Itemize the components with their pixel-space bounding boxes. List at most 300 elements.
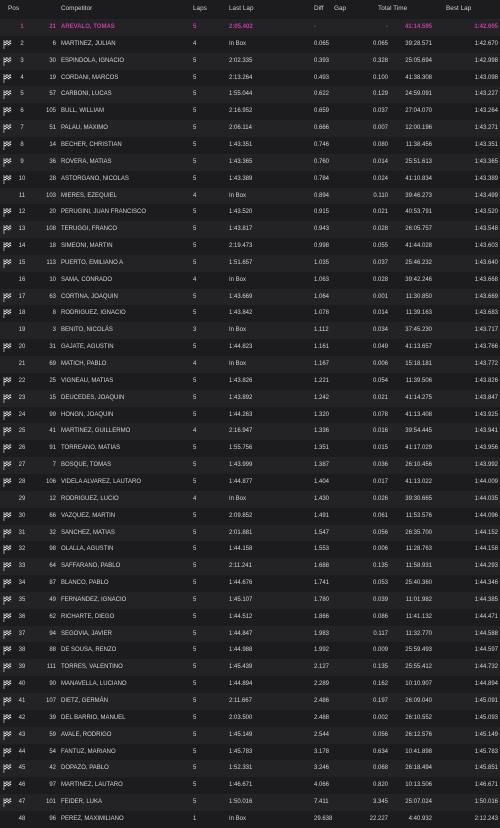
table-row[interactable] bbox=[0, 609, 500, 626]
row-number: 113 bbox=[46, 259, 56, 266]
header-diff[interactable]: Diff bbox=[314, 5, 324, 12]
checkered-flag-icon bbox=[3, 40, 12, 49]
row-gap: 0.016 bbox=[372, 428, 388, 435]
row-diff: 1.336 bbox=[314, 428, 330, 435]
row-competitor: ESPINDOLA, IGNACIO bbox=[61, 57, 125, 64]
row-gap: - bbox=[386, 24, 388, 30]
row-total-time: 10:10.907 bbox=[405, 681, 432, 688]
row-number: 107 bbox=[45, 698, 56, 704]
table-row[interactable] bbox=[0, 727, 500, 744]
row-competitor: TORREANO, MATIAS bbox=[61, 445, 121, 452]
row-best-lap: 1:43.826 bbox=[474, 377, 498, 384]
row-best-lap: 1:43.847 bbox=[474, 394, 498, 401]
row-diff: 1.064 bbox=[314, 293, 330, 300]
row-gap: 0.006 bbox=[372, 546, 388, 553]
row-gap: 0.017 bbox=[372, 478, 388, 485]
row-number: 21 bbox=[49, 24, 56, 30]
table-row[interactable] bbox=[0, 474, 500, 491]
row-gap: 0.055 bbox=[372, 243, 388, 250]
row-last-lap: 1:55.044 bbox=[229, 91, 253, 98]
row-number: 20 bbox=[49, 209, 56, 216]
table-row[interactable] bbox=[0, 103, 500, 120]
table-row[interactable] bbox=[0, 558, 500, 575]
row-last-lap: In Box bbox=[229, 815, 247, 822]
row-laps: 5 bbox=[193, 613, 197, 620]
table-row[interactable] bbox=[0, 272, 500, 289]
row-laps: 5 bbox=[193, 57, 197, 64]
row-competitor: DEL BARRIO, MANUEL bbox=[61, 714, 126, 721]
checkered-flag-icon bbox=[3, 394, 12, 403]
row-last-lap: 2:05.402 bbox=[229, 24, 253, 30]
row-number: 39 bbox=[49, 714, 56, 721]
table-row[interactable] bbox=[0, 760, 500, 777]
table-row[interactable] bbox=[0, 221, 500, 238]
row-total-time: 11:58.931 bbox=[405, 563, 432, 570]
table-row[interactable] bbox=[0, 811, 500, 828]
row-number: 15 bbox=[49, 394, 56, 401]
row-gap: 0.014 bbox=[372, 158, 388, 165]
row-diff: 1.553 bbox=[314, 546, 330, 553]
row-last-lap: 1:44.988 bbox=[229, 647, 253, 654]
row-best-lap: 1:44.732 bbox=[474, 664, 498, 671]
row-pos: 13 bbox=[18, 226, 26, 233]
row-laps: 5 bbox=[193, 344, 197, 351]
row-number: 96 bbox=[49, 815, 56, 822]
row-total-time: 41:13.408 bbox=[405, 411, 432, 418]
row-gap: 0.328 bbox=[372, 57, 388, 64]
row-best-lap: 1:43.227 bbox=[474, 91, 498, 98]
row-competitor: RODRIGUEZ, IGNACIO bbox=[61, 310, 126, 317]
row-diff: 7.411 bbox=[314, 799, 329, 806]
table-row[interactable] bbox=[0, 440, 500, 457]
row-competitor: PEREZ, MAXIMILIANO bbox=[61, 815, 124, 822]
row-last-lap: 1:44.512 bbox=[229, 613, 253, 620]
row-total-time: 25:59.493 bbox=[405, 647, 432, 654]
row-pos: 42 bbox=[18, 714, 26, 721]
checkered-flag-icon bbox=[3, 107, 12, 116]
table-row[interactable] bbox=[0, 676, 500, 693]
checkered-flag-icon bbox=[3, 411, 12, 420]
table-row[interactable] bbox=[0, 423, 500, 440]
row-diff: 2.486 bbox=[314, 698, 330, 704]
row-gap: 0.135 bbox=[372, 664, 388, 671]
row-diff: 0.760 bbox=[314, 158, 330, 165]
row-total-time: 10:41.898 bbox=[405, 748, 432, 755]
table-row[interactable] bbox=[0, 188, 500, 205]
row-competitor: ASTORGANO, NICOLAS bbox=[61, 175, 129, 182]
row-gap: 0.037 bbox=[372, 259, 388, 266]
row-total-time: 26:12.576 bbox=[405, 731, 432, 738]
table-row[interactable] bbox=[0, 575, 500, 592]
row-pos: 16 bbox=[18, 276, 26, 283]
header-laps[interactable]: Laps bbox=[193, 5, 207, 12]
header-total-time[interactable]: Total Time bbox=[378, 5, 408, 12]
row-diff: 1.992 bbox=[314, 647, 330, 654]
row-laps: 5 bbox=[193, 24, 197, 30]
row-last-lap: In Box bbox=[229, 327, 247, 334]
table-row[interactable] bbox=[0, 642, 500, 659]
row-best-lap: 1:43.992 bbox=[474, 462, 498, 469]
row-total-time: 40:53.791 bbox=[405, 209, 432, 216]
table-row[interactable] bbox=[0, 86, 500, 103]
table-row[interactable] bbox=[0, 508, 500, 525]
row-laps: 5 bbox=[193, 596, 197, 603]
row-number: 57 bbox=[49, 91, 56, 98]
row-best-lap: 1:44.597 bbox=[474, 647, 498, 654]
row-pos: 18 bbox=[18, 310, 26, 317]
table-row[interactable] bbox=[0, 322, 500, 339]
table-row[interactable] bbox=[0, 626, 500, 643]
row-gap: 0.001 bbox=[372, 293, 388, 300]
table-row[interactable] bbox=[0, 744, 500, 761]
row-competitor: VAZQUEZ, MARTIN bbox=[61, 512, 116, 519]
row-pos: 15 bbox=[18, 259, 26, 266]
checkered-flag-icon bbox=[3, 343, 12, 352]
row-gap: 0.037 bbox=[372, 108, 388, 115]
row-diff: 1.167 bbox=[314, 361, 330, 367]
table-row[interactable] bbox=[0, 693, 500, 710]
table-row[interactable] bbox=[0, 356, 500, 373]
row-laps: 5 bbox=[193, 91, 197, 98]
row-best-lap: 1:44.035 bbox=[474, 495, 498, 502]
row-best-lap: 1:43.365 bbox=[474, 158, 498, 165]
row-laps: 5 bbox=[193, 681, 197, 688]
row-laps: 1 bbox=[193, 815, 197, 822]
checkered-flag-icon bbox=[3, 141, 12, 150]
row-number: 94 bbox=[49, 630, 56, 637]
row-best-lap: 1:45.149 bbox=[474, 731, 498, 738]
row-laps: 5 bbox=[193, 580, 197, 587]
row-diff: 1.351 bbox=[314, 445, 330, 452]
row-total-time: 15:18.181 bbox=[405, 361, 432, 367]
table-row[interactable] bbox=[0, 289, 500, 306]
row-laps: 5 bbox=[193, 478, 197, 485]
row-diff: - bbox=[314, 24, 316, 30]
row-competitor: HONGN, JOAQUIN bbox=[61, 411, 114, 418]
row-competitor: CORTINA, JOAQUIN bbox=[61, 293, 118, 300]
row-diff: 1.320 bbox=[314, 411, 330, 418]
table-row[interactable] bbox=[0, 710, 500, 727]
row-last-lap: 1:44.158 bbox=[229, 546, 253, 553]
checkered-flag-icon bbox=[3, 444, 12, 453]
row-last-lap: 2:19.473 bbox=[229, 243, 253, 250]
row-competitor: FERNANDEZ, IGNACIO bbox=[61, 596, 127, 603]
row-diff: 0.943 bbox=[314, 226, 330, 233]
row-gap: 0.080 bbox=[372, 141, 388, 148]
row-number: 62 bbox=[49, 613, 56, 620]
row-best-lap: 1:44.346 bbox=[474, 580, 498, 587]
row-laps: 5 bbox=[193, 209, 197, 216]
checkered-flag-icon bbox=[3, 225, 12, 234]
checkered-flag-icon bbox=[3, 57, 12, 66]
row-last-lap: In Box bbox=[229, 495, 247, 502]
row-competitor: FANTUZ, MARIANO bbox=[61, 748, 116, 755]
row-last-lap: 2:16.952 bbox=[229, 108, 253, 115]
row-total-time: 12:00.196 bbox=[405, 125, 432, 132]
row-gap: 0.068 bbox=[372, 765, 388, 772]
row-pos: 35 bbox=[18, 596, 26, 603]
table-row[interactable] bbox=[0, 305, 500, 322]
row-best-lap: 1:45.783 bbox=[474, 748, 498, 755]
row-gap: 0.039 bbox=[372, 596, 388, 603]
row-gap: 0.135 bbox=[372, 563, 388, 570]
row-total-time: 25:05.694 bbox=[405, 57, 432, 64]
row-gap: 0.015 bbox=[372, 445, 388, 452]
row-pos: 32 bbox=[18, 546, 26, 553]
table-row[interactable] bbox=[0, 659, 500, 676]
row-diff: 1.242 bbox=[314, 394, 330, 401]
table-row[interactable] bbox=[0, 137, 500, 154]
row-best-lap: 1:42.998 bbox=[474, 57, 498, 64]
row-number: 91 bbox=[49, 445, 56, 452]
row-last-lap: 2:13.264 bbox=[229, 74, 253, 81]
row-pos: 26 bbox=[18, 445, 26, 452]
row-laps: 5 bbox=[193, 445, 197, 452]
checkered-flag-icon bbox=[3, 646, 12, 655]
row-best-lap: 1:43.271 bbox=[474, 125, 498, 132]
row-diff: 0.493 bbox=[314, 74, 330, 81]
header-pos[interactable]: Pos bbox=[8, 5, 20, 12]
row-number: 25 bbox=[49, 377, 56, 384]
row-number: 14 bbox=[49, 141, 56, 148]
row-laps: 5 bbox=[193, 243, 197, 250]
row-laps: 5 bbox=[193, 310, 197, 317]
row-competitor: PALAU, MAXIMO bbox=[61, 125, 108, 132]
table-row[interactable] bbox=[0, 36, 500, 53]
table-row[interactable] bbox=[0, 525, 500, 542]
row-last-lap: 1:43.999 bbox=[229, 462, 253, 469]
row-diff: 1.866 bbox=[314, 613, 330, 620]
row-total-time: 24:59.091 bbox=[405, 91, 432, 98]
header-competitor[interactable]: Competitor bbox=[61, 5, 93, 12]
row-competitor: DEUCEDES, JOAQUIN bbox=[61, 394, 125, 401]
row-number: 98 bbox=[49, 546, 56, 553]
table-row[interactable] bbox=[0, 457, 500, 474]
row-gap: 0.021 bbox=[372, 209, 388, 216]
row-diff: 1.430 bbox=[314, 495, 330, 502]
row-pos: 14 bbox=[18, 243, 26, 250]
table-row[interactable] bbox=[0, 390, 500, 407]
row-pos: 38 bbox=[18, 647, 26, 654]
row-best-lap: 1:43.925 bbox=[474, 411, 498, 418]
row-laps: 5 bbox=[193, 125, 197, 132]
row-number: 99 bbox=[49, 411, 56, 418]
row-last-lap: 2:03.500 bbox=[229, 714, 253, 721]
row-gap: 0.014 bbox=[372, 310, 388, 317]
row-gap: 0.117 bbox=[373, 630, 388, 637]
row-number: 8 bbox=[52, 310, 56, 317]
row-competitor: DE SOUSA, RENZO bbox=[61, 647, 117, 654]
row-total-time: 26:18.494 bbox=[405, 765, 432, 772]
row-laps: 5 bbox=[193, 529, 197, 536]
row-diff: 1.035 bbox=[314, 259, 330, 266]
row-diff: 1.221 bbox=[314, 377, 330, 384]
table-row[interactable] bbox=[0, 238, 500, 255]
row-pos: 8 bbox=[20, 141, 24, 148]
checkered-flag-icon bbox=[3, 545, 12, 554]
row-diff: 1.387 bbox=[314, 462, 330, 469]
row-best-lap: 1:43.683 bbox=[474, 310, 498, 317]
row-number: 63 bbox=[49, 293, 56, 300]
row-laps: 5 bbox=[193, 799, 197, 806]
row-laps: 5 bbox=[193, 782, 197, 789]
row-gap: 0.065 bbox=[372, 40, 388, 47]
row-competitor: MARTINEZ, JULIAN bbox=[61, 40, 116, 47]
row-best-lap: 1:43.766 bbox=[474, 344, 498, 351]
table-row[interactable] bbox=[0, 339, 500, 356]
row-competitor: BULL, WILLIAM bbox=[61, 108, 105, 115]
row-laps: 5 bbox=[193, 175, 197, 182]
row-total-time: 39:42.246 bbox=[405, 276, 432, 283]
row-diff: 1.161 bbox=[314, 344, 330, 351]
row-pos: 34 bbox=[18, 580, 26, 587]
table-row[interactable] bbox=[0, 541, 500, 558]
row-laps: 5 bbox=[193, 74, 197, 81]
row-competitor: SAFFARANO, PABLO bbox=[61, 563, 121, 570]
row-diff: 1.404 bbox=[314, 478, 330, 485]
row-number: 6 bbox=[52, 40, 56, 47]
row-number: 64 bbox=[49, 563, 56, 570]
row-gap: 22.227 bbox=[369, 815, 388, 822]
checkered-flag-icon bbox=[3, 175, 12, 184]
row-laps: 5 bbox=[193, 259, 197, 266]
row-last-lap: 1:44.823 bbox=[229, 344, 253, 351]
row-competitor: BOSQUE, TOMAS bbox=[61, 462, 112, 469]
checkered-flag-icon bbox=[3, 579, 12, 588]
row-competitor: BENITO, NICOLÁS bbox=[61, 327, 113, 334]
row-number: 42 bbox=[49, 765, 56, 772]
row-last-lap: 1:43.351 bbox=[229, 141, 253, 148]
row-laps: 5 bbox=[193, 377, 197, 384]
row-gap: 0.110 bbox=[373, 192, 388, 199]
row-best-lap: 1:43.603 bbox=[474, 243, 498, 250]
row-pos: 25 bbox=[18, 428, 26, 435]
row-laps: 3 bbox=[193, 327, 197, 334]
row-number: 105 bbox=[45, 108, 56, 115]
row-number: 7 bbox=[52, 462, 56, 469]
table-row[interactable] bbox=[0, 171, 500, 188]
row-number: 106 bbox=[45, 478, 56, 485]
row-pos: 33 bbox=[18, 563, 26, 570]
row-last-lap: 2:02.335 bbox=[229, 57, 253, 64]
row-last-lap: 1:43.389 bbox=[229, 175, 253, 182]
table-row[interactable] bbox=[0, 120, 500, 137]
row-best-lap: 1:43.640 bbox=[474, 259, 498, 266]
header-gap[interactable]: Gap bbox=[334, 5, 347, 12]
table-row[interactable] bbox=[0, 53, 500, 70]
row-competitor: MATICH, PABLO bbox=[61, 361, 107, 367]
row-laps: 5 bbox=[193, 731, 197, 738]
header-last-lap[interactable]: Last Lap bbox=[229, 5, 254, 12]
row-best-lap: 1:43.264 bbox=[474, 108, 498, 115]
row-last-lap: 1:50.016 bbox=[229, 799, 253, 806]
row-number: 88 bbox=[49, 647, 56, 654]
row-number: 54 bbox=[49, 748, 56, 755]
row-laps: 5 bbox=[193, 664, 197, 671]
row-total-time: 25:40.360 bbox=[405, 580, 432, 587]
table-row[interactable] bbox=[0, 204, 500, 221]
row-number: 101 bbox=[45, 799, 56, 806]
table-row[interactable] bbox=[0, 794, 500, 811]
table-row[interactable] bbox=[0, 70, 500, 87]
row-competitor: SEGOVIA, JAVIER bbox=[61, 630, 112, 637]
row-pos: 9 bbox=[20, 158, 24, 165]
row-total-time: 11:39.163 bbox=[405, 310, 432, 317]
checkered-flag-icon bbox=[3, 208, 12, 217]
row-competitor: VIGNEAU, MATIAS bbox=[61, 377, 114, 384]
row-last-lap: In Box bbox=[229, 361, 247, 367]
row-laps: 5 bbox=[193, 293, 197, 300]
row-gap: 0.049 bbox=[372, 344, 388, 351]
row-last-lap: 1:43.365 bbox=[229, 158, 253, 165]
row-competitor: DIETZ, GERMÁN bbox=[61, 698, 109, 704]
checkered-flag-icon bbox=[3, 529, 12, 538]
row-competitor: CARBONI, LUCAS bbox=[61, 91, 112, 98]
row-laps: 5 bbox=[193, 563, 197, 570]
row-last-lap: 1:45.149 bbox=[229, 731, 253, 738]
row-pos: 7 bbox=[20, 125, 24, 132]
checkered-flag-icon bbox=[3, 461, 12, 470]
table-row[interactable] bbox=[0, 592, 500, 609]
table-row[interactable] bbox=[0, 255, 500, 272]
row-pos: 40 bbox=[18, 681, 26, 688]
row-last-lap: 1:44.894 bbox=[229, 681, 253, 688]
row-best-lap: 1:43.548 bbox=[474, 226, 498, 233]
row-pos: 4 bbox=[20, 74, 24, 81]
row-total-time: 41:13.657 bbox=[405, 344, 432, 351]
row-last-lap: 1:44.847 bbox=[229, 630, 253, 637]
row-gap: 0.197 bbox=[372, 698, 388, 704]
row-diff: 1.688 bbox=[314, 563, 330, 570]
row-diff: 29.638 bbox=[314, 815, 333, 822]
header-best-lap[interactable]: Best Lap bbox=[446, 5, 472, 12]
row-diff: 3.178 bbox=[314, 748, 330, 755]
row-number: 87 bbox=[49, 580, 56, 587]
row-diff: 3.246 bbox=[314, 765, 330, 772]
row-laps: 5 bbox=[193, 630, 197, 637]
table-row[interactable] bbox=[0, 19, 500, 36]
row-last-lap: 1:44.676 bbox=[229, 580, 253, 587]
table-row[interactable] bbox=[0, 373, 500, 390]
row-best-lap: 1:43.098 bbox=[474, 74, 498, 81]
table-row[interactable] bbox=[0, 777, 500, 794]
row-gap: 0.009 bbox=[372, 647, 388, 654]
row-number: 108 bbox=[45, 226, 56, 233]
row-gap: 0.086 bbox=[372, 613, 388, 620]
row-number: 51 bbox=[49, 125, 56, 132]
table-row[interactable] bbox=[0, 407, 500, 424]
row-gap: 0.002 bbox=[372, 714, 388, 721]
checkered-flag-icon bbox=[3, 731, 12, 740]
row-total-time: 41:14.595 bbox=[404, 24, 432, 30]
checkered-flag-icon bbox=[3, 124, 12, 133]
row-laps: 4 bbox=[193, 495, 197, 502]
table-row[interactable] bbox=[0, 491, 500, 508]
row-number: 90 bbox=[49, 681, 56, 688]
row-best-lap: 1:44.293 bbox=[474, 563, 498, 570]
row-best-lap: 1:43.772 bbox=[474, 361, 498, 367]
row-number: 36 bbox=[49, 158, 56, 165]
row-number: 69 bbox=[49, 361, 56, 367]
row-total-time: 26:05.757 bbox=[405, 226, 432, 233]
row-competitor: ROVERA, MATIAS bbox=[61, 158, 112, 165]
row-last-lap: 1:44.877 bbox=[229, 478, 253, 485]
row-diff: 1.780 bbox=[314, 596, 330, 603]
checkered-flag-icon bbox=[3, 714, 12, 723]
table-row[interactable] bbox=[0, 154, 500, 171]
row-diff: 1.491 bbox=[314, 512, 330, 519]
row-pos: 36 bbox=[18, 613, 26, 620]
